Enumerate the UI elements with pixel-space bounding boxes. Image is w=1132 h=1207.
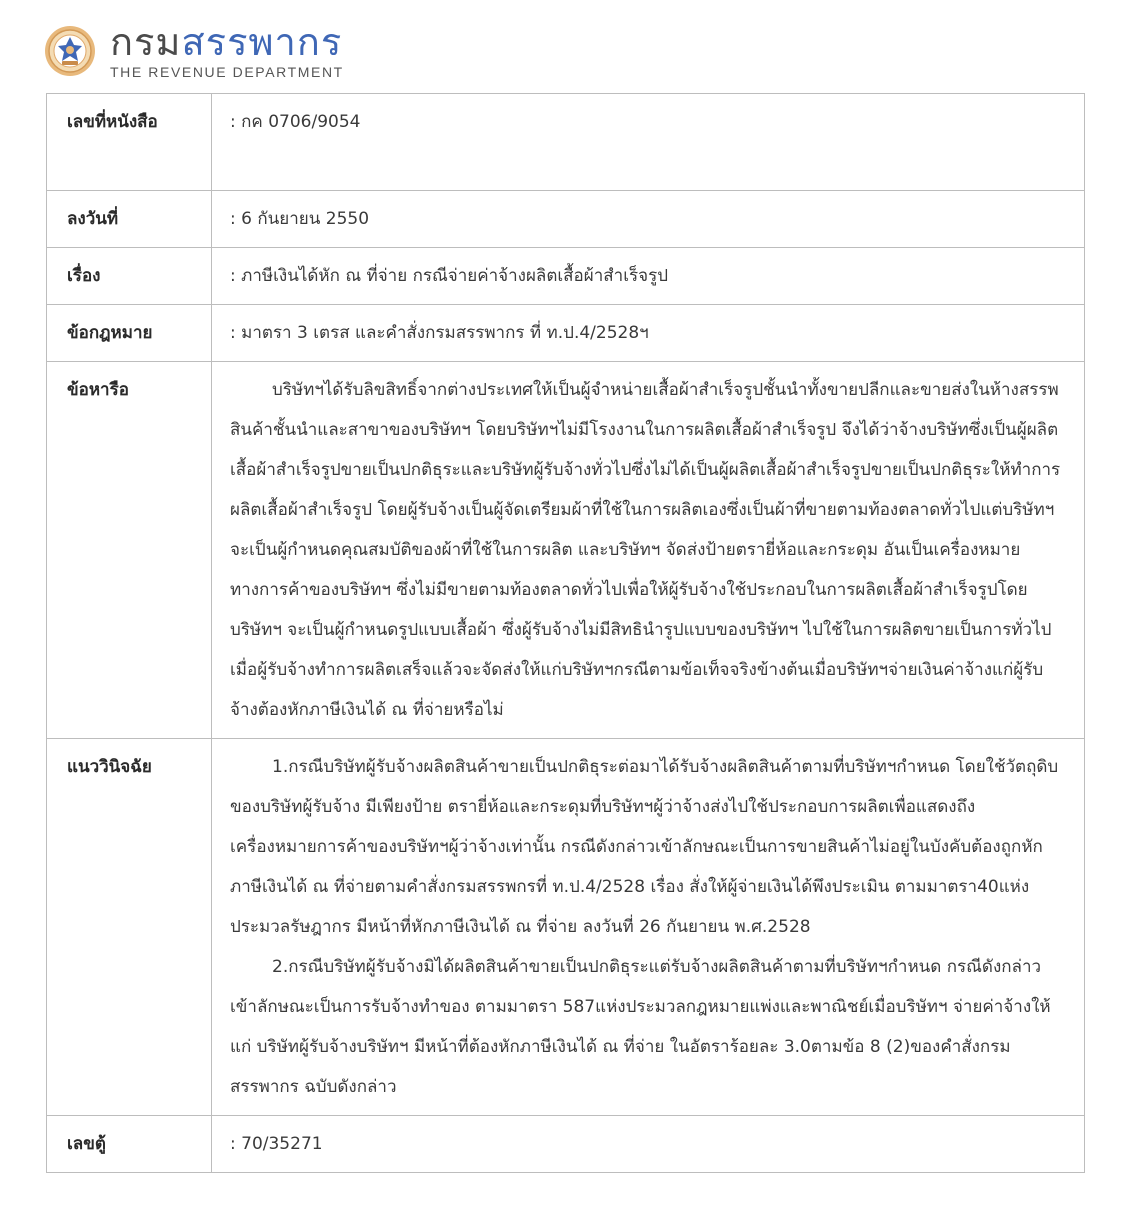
row-question bbox=[47, 362, 1085, 739]
law-value: : มาตรา 3 เตรส และคำสั่งกรมสรรพากร ที่ ท.ป.4/2528ฯ bbox=[212, 305, 1085, 362]
row-date bbox=[47, 191, 1085, 248]
file-no-value: : 70/35271 bbox=[212, 1116, 1085, 1173]
answer-value bbox=[212, 739, 1085, 1116]
brand-logo[interactable] bbox=[110, 22, 344, 80]
brand-name-english: THE REVENUE DEPARTMENT bbox=[110, 64, 344, 80]
question-label: ข้อหารือ bbox=[47, 362, 212, 739]
row-subject bbox=[47, 248, 1085, 305]
brand-name-thai: กรมสรรพากร bbox=[110, 20, 343, 64]
doc-no-value: : กค 0706/9054 bbox=[212, 94, 1085, 191]
subject-label: เรื่อง bbox=[47, 248, 212, 305]
answer-label: แนววินิจฉัย bbox=[47, 739, 212, 1116]
row-file-no bbox=[47, 1116, 1085, 1173]
ruling-table bbox=[46, 93, 1085, 1173]
answer-paragraph-2: 2.กรณีบริษัทผู้รับจ้างมิได้ผลิตสินค้าขายเป็นปกติธุระแต่รับจ้างผลิตสินค้าตามที่บริษัทฯกำหนด กรณีดังกล่าวเข้าลักษณะเป็นการรับจ้างทำของ ตามมาตรา 587แห่งประมวลกฎหมายแพ่งและพาณิชย์เมื่อบริษัทฯ จ่ายค่าจ้างให้แก่ บริษัทผู้รับจ้างบริษัทฯ มีหน้าที่ต้องหักภาษีเงินได้ ณ ที่จ่าย ในอัตราร้อยละ 3.0ตามข้อ 8 (2)ของคำสั่งกรมสรรพากร ฉบับดังกล่าว bbox=[230, 957, 1051, 1097]
law-label: ข้อกฎหมาย bbox=[47, 305, 212, 362]
site-header bbox=[44, 20, 344, 82]
date-label: ลงวันที่ bbox=[47, 191, 212, 248]
answer-paragraph-1: 1.กรณีบริษัทผู้รับจ้างผลิตสินค้าขายเป็นปกติธุระต่อมาได้รับจ้างผลิตสินค้าตามที่บริษัทฯกำหนด โดยใช้วัตถุดิบของบริษัทผู้รับจ้าง มีเพียงป้าย ตรายี่ห้อและกระดุมที่บริษัทฯผู้ว่าจ้างส่งไปใช้ประกอบการผลิตเพื่อแสดงถึงเครื่องหมายการค้าของบริษัทฯผู้ว่าจ้างเท่านั้น กรณีดังกล่าวเข้าลักษณะเป็นการขายสินค้าไม่อยู่ในบังคับต้องถูกหักภาษีเงินได้ ณ ที่จ่ายตามคำสั่งกรมสรรพกรที่ ท.ป.4/2528 เรื่อง สั่งให้ผู้จ่ายเงินได้พึงประเมิน ตามมาตรา40แห่งประมวลรัษฎากร มีหน้าที่หักภาษีเงินได้ ณ ที่จ่าย ลงวันที่ 26 กันยายน พ.ศ.2528 bbox=[230, 757, 1059, 937]
row-law bbox=[47, 305, 1085, 362]
row-doc-no bbox=[47, 94, 1085, 191]
question-value bbox=[212, 362, 1085, 739]
subject-value: : ภาษีเงินได้หัก ณ ที่จ่าย กรณีจ่ายค่าจ้างผลิตเสื้อผ้าสำเร็จรูป bbox=[212, 248, 1085, 305]
file-no-label: เลขตู้ bbox=[47, 1116, 212, 1173]
revenue-department-seal-icon bbox=[44, 25, 96, 77]
doc-no-label: เลขที่หนังสือ bbox=[47, 94, 212, 191]
date-value: : 6 กันยายน 2550 bbox=[212, 191, 1085, 248]
question-text: บริษัทฯได้รับลิขสิทธิ์จากต่างประเทศให้เป็นผู้จำหน่ายเสื้อผ้าสำเร็จรูปชั้นนำทั้งขายปลีกและขายส่งในห้างสรรพสินค้าชั้นนำและสาขาของบริษัทฯ โดยบริษัทฯไม่มีโรงงานในการผลิตเสื้อผ้าสำเร็จรูป จึงได้ว่าจ้างบริษัทซึ่งเป็นผู้ผลิตเสื้อผ้าสำเร็จรูปขายเป็นปกติธุระและบริษัทผู้รับจ้างทั่วไปซึ่งไม่ได้เป็นผู้ผลิตเสื้อผ้าสำเร็จรูปขายเป็นปกติธุระให้ทำการผลิตเสื้อผ้าสำเร็จรูป โดยผู้รับจ้างเป็นผู้จัดเตรียมผ้าที่ใช้ในการผลิตเองซึ่งเป็นผ้าที่ขายตามท้องตลาดทั่วไปแต่บริษัทฯ จะเป็นผู้กำหนดคุณสมบัติของผ้าที่ใช้ในการผลิต และบริษัทฯ จัดส่งป้ายตรายี่ห้อและกระดุม อันเป็นเครื่องหมาย ทางการค้าของบริษัทฯ ซึ่งไม่มีขายตามท้องตลาดทั่วไปเพื่อให้ผู้รับจ้างใช้ประกอบในการผลิตเสื้อผ้าสำเร็จรูปโดยบริษัทฯ จะเป็นผู้กำหนดรูปแบบเสื้อผ้า ซึ่งผู้รับจ้างไม่มีสิทธินำรูปแบบของบริษัทฯ ไปใช้ในการผลิตขายเป็นการทั่วไปเมื่อผู้รับจ้างทำการผลิตเสร็จแล้วจะจัดส่งให้แก่บริษัทฯกรณีตามข้อเท็จจริงข้างต้นเมื่อบริษัทฯจ่ายเงินค่าจ้างแก่ผู้รับจ้างต้องหักภาษีเงินได้ ณ ที่จ่ายหรือไม่ bbox=[230, 380, 1061, 720]
row-answer bbox=[47, 739, 1085, 1116]
